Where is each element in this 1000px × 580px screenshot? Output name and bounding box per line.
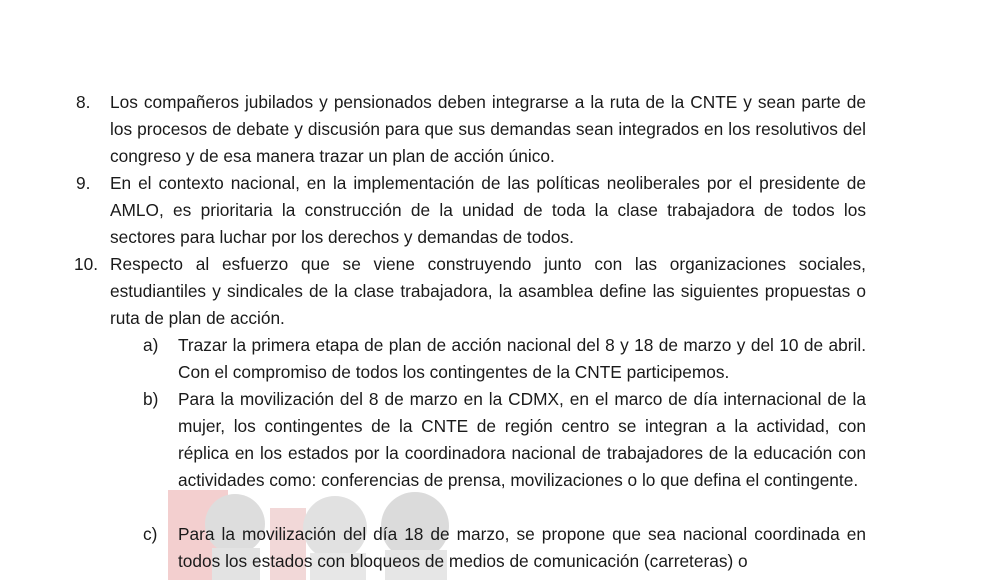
sub-list-item — [143, 332, 866, 386]
list-item — [74, 251, 866, 332]
sub-item-letter: c) — [143, 524, 158, 544]
sub-item-text: Trazar la primera etapa de plan de acción nacional del 8 y 18 de marzo y del 10 de abril. Con el compromiso de todos los contingentes de la CNTE participemos. — [178, 335, 866, 382]
item-number: 8. — [76, 92, 91, 112]
item-text: Respecto al esfuerzo que se viene construyendo junto con las organizaciones sociales, estudiantiles y sindicales de la clase trabajadora, la asamblea define las siguientes propuestas o ruta de plan de acción. — [110, 254, 866, 328]
sub-list-item — [143, 386, 866, 494]
sub-item-letter: b) — [143, 389, 159, 409]
sub-item-text: Para la movilización del día 18 de marzo, se propone que sea nacional coordinada en todos los estados con bloqueos de medios de comunicación (carreteras) o — [178, 524, 866, 571]
list-item — [76, 170, 866, 251]
item-number: 10. — [74, 254, 99, 274]
sub-list-item — [143, 521, 866, 575]
sub-item-text: Para la movilización del 8 de marzo en la CDMX, en el marco de día internacional de la mujer, los contingentes de la CNTE de región centro se integran a la actividad, con réplica en los estados por la coordinadora nacional de trabajadores de la educación con actividades como: conferencias de prensa, movilizaciones o lo que defina el contingente. — [178, 389, 866, 490]
item-text: Los compañeros jubilados y pensionados deben integrarse a la ruta de la CNTE y sean parte de los procesos de debate y discusión para que sus demandas sean integrados en los resolutivos del congreso y de esa manera trazar un plan de acción único. — [110, 92, 866, 166]
item-text: En el contexto nacional, en la implementación de las políticas neoliberales por el presidente de AMLO, es prioritaria la construcción de la unidad de toda la clase trabajadora de todos los sectores para luchar por los derechos y demandas de todos. — [110, 173, 866, 247]
item-number: 9. — [76, 173, 91, 193]
list-item — [76, 89, 866, 170]
sub-item-letter: a) — [143, 335, 159, 355]
